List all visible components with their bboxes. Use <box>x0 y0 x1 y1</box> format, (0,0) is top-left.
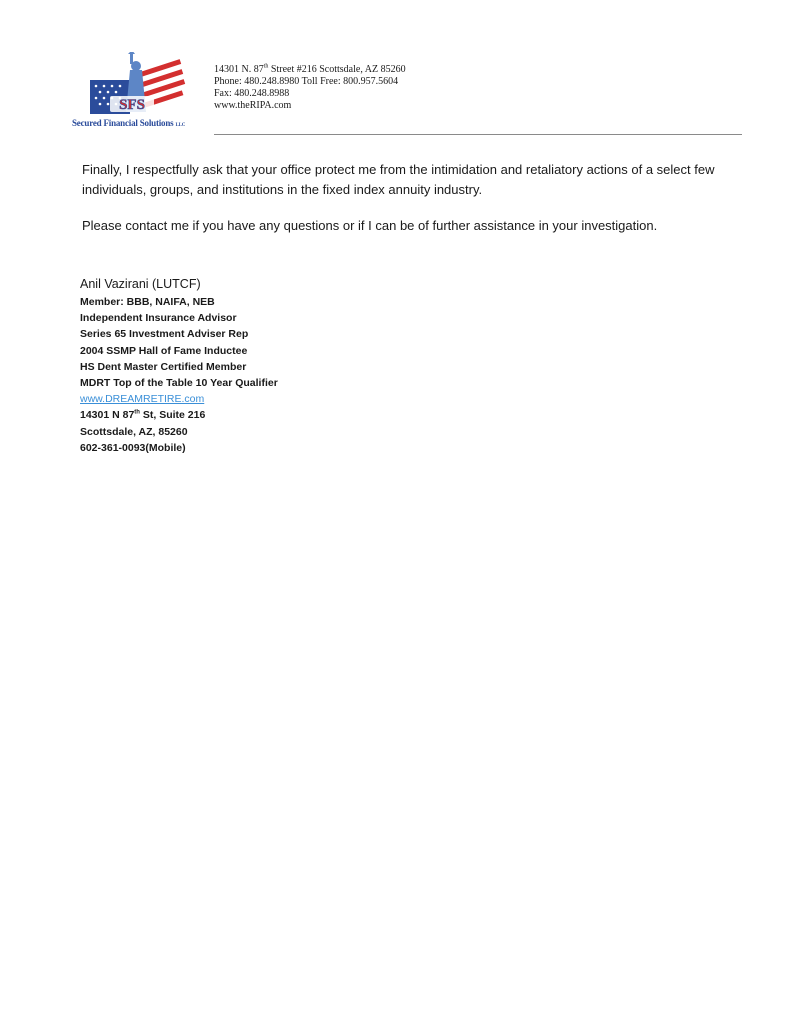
address-sup: th <box>263 63 269 70</box>
body-paragraph-1: Finally, I respectfully ask that your office protect me from the intimidation and retaliatory actions of a select few individuals, groups, and institutions in the fixed index annuity industry. <box>82 162 715 197</box>
address-suffix: Street #216 Scottsdale, AZ 85260 <box>268 64 406 75</box>
signature-line: 2004 SSMP Hall of Fame Inductee <box>80 344 248 357</box>
signer-name: Anil Vazirani (LUTCF) <box>80 277 201 291</box>
signature-address <box>80 407 278 423</box>
letterhead-website: www.theRIPA.com <box>214 100 292 111</box>
company-suffix: LLC <box>175 123 186 128</box>
sig-address-prefix: 14301 N 87 <box>80 409 135 422</box>
signature-city: Scottsdale, AZ, 85260 <box>80 425 188 438</box>
company-name-text: Secured Financial Solutions <box>72 118 174 128</box>
signature-block <box>80 276 278 456</box>
signature-line: HS Dent Master Certified Member <box>80 360 247 373</box>
body-paragraph-2: Please contact me if you have any questions or if I can be of further assistance in your investigation. <box>82 218 658 233</box>
signature-line: Member: BBB, NAIFA, NEB <box>80 296 215 308</box>
letter-body <box>82 160 722 252</box>
signature-line: MDRT Top of the Table 10 Year Qualifier <box>80 377 278 390</box>
sig-address-sup: th <box>134 409 140 416</box>
monogram-text: SFS <box>119 97 145 113</box>
letterhead-address <box>214 64 406 76</box>
letterhead-fax: Fax: 480.248.8988 <box>214 88 290 99</box>
company-name <box>72 118 202 128</box>
signature-phone: 602-361-0093(Mobile) <box>80 441 186 454</box>
signature-line: Independent Insurance Advisor <box>80 312 237 325</box>
sig-address-suffix: St, Suite 216 <box>139 409 206 422</box>
letterhead-divider <box>214 134 742 135</box>
signature-line: Series 65 Investment Adviser Rep <box>80 328 249 341</box>
company-logo <box>72 52 202 134</box>
statue-of-liberty-flag-logo-icon <box>72 52 202 118</box>
letterhead <box>0 0 791 140</box>
letterhead-phone: Phone: 480.248.8980 Toll Free: 800.957.5604 <box>214 76 399 87</box>
letterhead-contact-block <box>214 64 406 112</box>
signature-website-row <box>80 391 278 407</box>
address-prefix: 14301 N. 87 <box>214 64 264 75</box>
signature-website-link[interactable]: www.DREAMRETIRE.com <box>80 393 205 406</box>
